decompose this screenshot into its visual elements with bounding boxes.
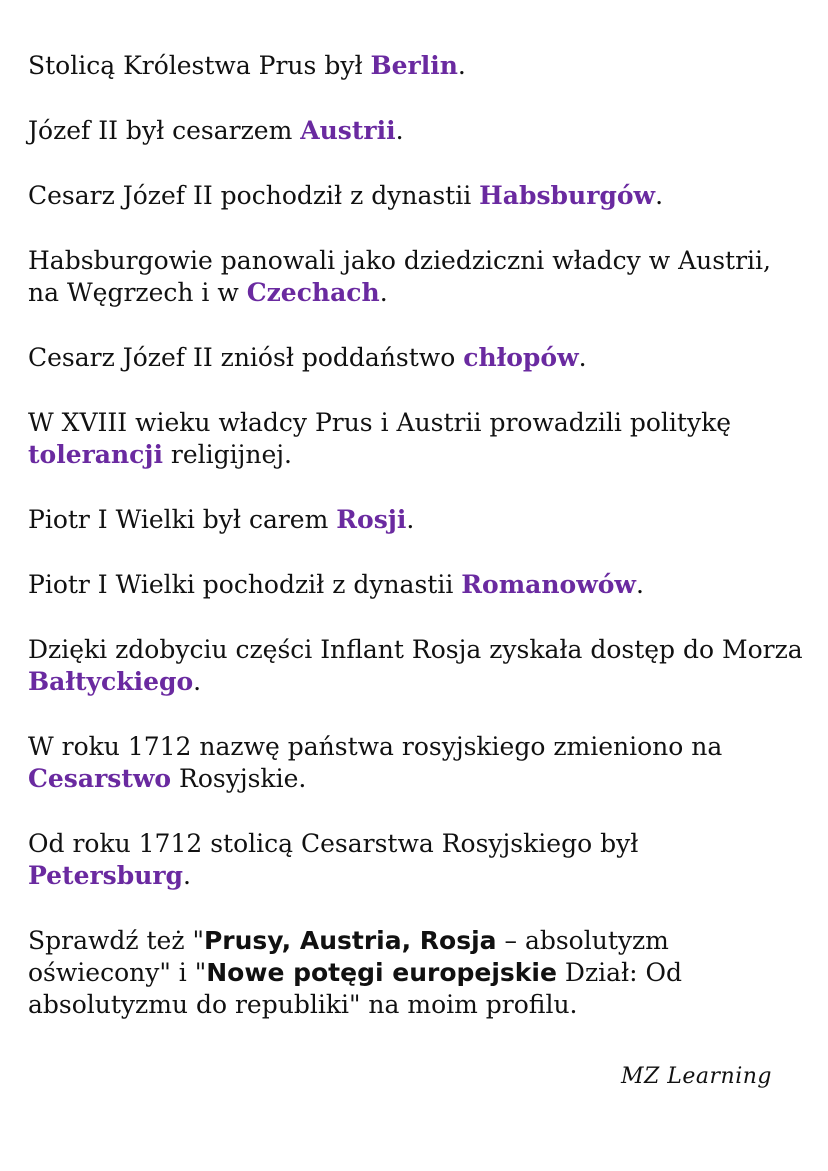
keyword: Romanowów bbox=[461, 570, 636, 599]
keyword: tolerancji bbox=[28, 440, 163, 469]
paragraph-1: Stolicą Królestwa Prus był Berlin. bbox=[28, 51, 466, 80]
paragraph-2: Józef II był cesarzem Austrii. bbox=[28, 116, 404, 145]
keyword: Cesarstwo bbox=[28, 764, 172, 793]
paragraph-11: Od roku 1712 stolicą Cesarstwa Rosyjskiego był Petersburg. bbox=[28, 829, 639, 890]
paragraph-4: Habsburgowie panowali jako dziedziczni władcy w Austrii, na Węgrzech i w Czechach. bbox=[28, 246, 771, 307]
keyword: Bałtyckiego bbox=[28, 667, 194, 696]
paragraph-10: W roku 1712 nazwę państwa rosyjskiego zmieniono na Cesarstwo Rosyjskie. bbox=[28, 732, 723, 793]
keyword: Berlin bbox=[370, 51, 458, 80]
paragraph-8: Piotr I Wielki pochodził z dynastii Romanowów. bbox=[28, 570, 644, 599]
signature-logo: MZ Learning bbox=[620, 1064, 772, 1089]
keyword: Czechach bbox=[246, 278, 380, 307]
paragraph-see-also: Sprawdź też "Prusy, Austria, Rosja – absolutyzm oświecony" i "Nowe potęgi europejskie Dział: Od absolutyzmu do republiki" na moim profilu. bbox=[28, 926, 683, 1019]
keyword: Petersburg bbox=[28, 861, 184, 890]
paragraph-7: Piotr I Wielki był carem Rosji. bbox=[28, 505, 415, 534]
keyword: Rosji bbox=[336, 505, 407, 534]
document-body bbox=[28, 50, 803, 1054]
paragraph-9: Dzięki zdobyciu części Inflant Rosja zyskała dostęp do Morza Bałtyckiego. bbox=[28, 635, 803, 696]
reference-title: Nowe potęgi europejskie bbox=[206, 958, 557, 987]
paragraph-3: Cesarz Józef II pochodził z dynastii Habsburgów. bbox=[28, 181, 664, 210]
keyword: Habsburgów bbox=[479, 181, 656, 210]
paragraph-5: Cesarz Józef II zniósł poddaństwo chłopów. bbox=[28, 343, 587, 372]
keyword: Austrii bbox=[300, 116, 396, 145]
reference-title: Prusy, Austria, Rosja bbox=[203, 926, 497, 955]
paragraph-6: W XVIII wieku władcy Prus i Austrii prowadzili politykę tolerancji religijnej. bbox=[28, 408, 732, 469]
keyword: chłopów bbox=[463, 343, 579, 372]
